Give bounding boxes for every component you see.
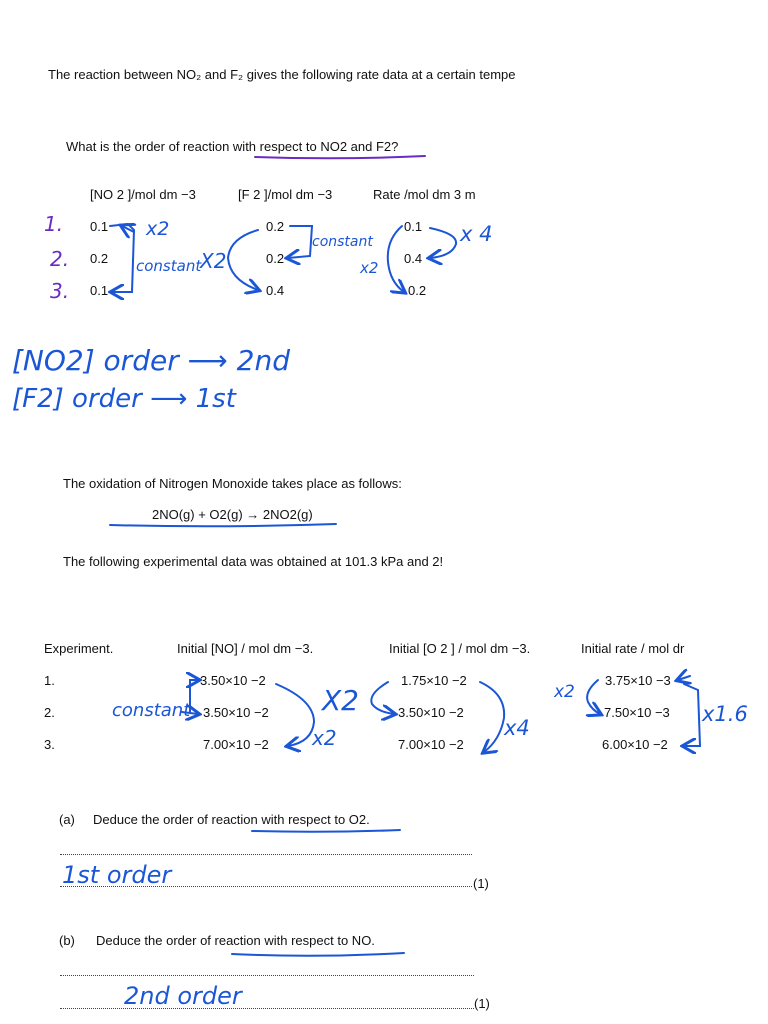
q2-o2-2: 3.50×10 −2 <box>398 705 464 720</box>
q1-note-x2-f2: x2 <box>360 259 379 277</box>
q2-experiment-3: 3. <box>44 737 55 752</box>
q1-x2-curve <box>228 230 258 290</box>
q1-note-x2-mid: X2 <box>200 249 227 273</box>
q2-o2-left-curve <box>371 682 394 714</box>
part-b-label: (b) <box>59 933 75 948</box>
part-a-label: (a) <box>59 812 75 827</box>
q2-header-rate: Initial rate / mol dr <box>581 641 685 656</box>
q1-note-x2: x2 <box>146 218 170 240</box>
q1-rate-1: 0.1 <box>404 219 423 234</box>
q1-no2-3: 0.1 <box>90 283 109 298</box>
q2-o2-1: 1.75×10 −2 <box>401 673 467 688</box>
part-a-dotted-line-1 <box>60 854 472 855</box>
q1-row-number-1: 1. <box>44 212 64 236</box>
q2-rate-left-curve <box>587 680 600 714</box>
q1-no2-top-arrow <box>122 226 134 232</box>
q1-rate-3: 0.2 <box>408 283 427 298</box>
q2-rate-3: 6.00×10 −2 <box>602 737 668 752</box>
q2-equation: 2NO(g) + O2(g) → 2NO2(g) <box>152 507 313 522</box>
q2-rate-top-arrow <box>678 676 690 680</box>
q1-f2-3: 0.4 <box>266 283 285 298</box>
q2-equation-underline <box>110 524 336 526</box>
q2-no-2: 3.50×10 −2 <box>203 705 269 720</box>
part-a-marks: (1) <box>473 876 489 891</box>
q2-rate-right-bracket <box>684 684 700 746</box>
q1-question: What is the order of reaction with respect to NO2 and F2? <box>66 139 399 154</box>
q2-note-x2-big: X2 <box>322 684 359 717</box>
q2-experiment-1: 1. <box>44 673 55 688</box>
q2-intro: The oxidation of Nitrogen Monoxide takes place as follows: <box>63 476 402 491</box>
q2-note-x2-rate: x2 <box>554 682 575 702</box>
q2-header-o2: Initial [O 2 ] / mol dm −3. <box>389 641 531 656</box>
q1-header-f2: [F 2 ]/mol dm −3 <box>238 187 333 202</box>
part-a-underline <box>252 830 400 832</box>
q2-experiment-2: 2. <box>44 705 55 720</box>
q2-header-no: Initial [NO] / mol dm −3. <box>177 641 314 656</box>
q1-question-underline <box>255 156 425 158</box>
q2-o2-right-curve <box>480 682 504 752</box>
q1-answer-f2: [F2] order ⟶ 1st <box>12 384 236 414</box>
q1-no2-bracket <box>110 224 134 292</box>
q1-note-x4: x 4 <box>460 222 493 246</box>
q1-note-constant-mid: constant <box>312 234 373 250</box>
q1-rate-right-curve <box>430 228 456 258</box>
part-b-question: Deduce the order of reaction with respect to NO. <box>96 933 375 948</box>
q1-row-number-3: 3. <box>50 279 70 303</box>
q2-conditions: The following experimental data was obtained at 101.3 kPa and 2! <box>63 554 444 569</box>
q2-header-experiment: Experiment. <box>44 641 114 656</box>
q1-no2-2: 0.2 <box>90 251 109 266</box>
q1-no2-1: 0.1 <box>90 219 109 234</box>
part-b-dotted-line-1 <box>60 975 474 976</box>
q2-rate-2: 7.50×10 −3 <box>604 705 670 720</box>
q1-row-number-2: 2. <box>50 247 70 271</box>
q2-note-x16: x1.6 <box>702 702 748 726</box>
q1-f2-bracket <box>288 226 312 258</box>
q1-header-no2: [NO 2 ]/mol dm −3 <box>90 187 196 202</box>
q1-intro: The reaction between NO₂ and F₂ gives the following rate data at a certain tempe <box>48 67 516 82</box>
q1-rate-left-curve <box>388 226 404 292</box>
q2-no-top-arrow <box>190 680 198 712</box>
part-b-underline <box>232 953 404 956</box>
q2-no-right-curve <box>276 684 314 746</box>
q1-answer-no2: [NO2] order ⟶ 2nd <box>12 344 290 377</box>
q2-no-1: 3.50×10 −2 <box>200 673 266 688</box>
q2-o2-3: 7.00×10 −2 <box>398 737 464 752</box>
q2-rate-1: 3.75×10 −3 <box>605 673 671 688</box>
q2-note-x2-no: x2 <box>312 726 337 750</box>
q1-header-rate: Rate /mol dm 3 m <box>373 187 476 202</box>
q1-f2-2: 0.2 <box>266 251 285 266</box>
q2-no-3: 7.00×10 −2 <box>203 737 269 752</box>
q1-note-constant-left: constant <box>136 257 202 275</box>
part-b-dotted-line-2 <box>60 1008 474 1009</box>
part-a-question: Deduce the order of reaction with respect to O2. <box>93 812 370 827</box>
q1-rate-2: 0.4 <box>404 251 423 266</box>
part-b-answer: 2nd order <box>124 982 242 1010</box>
part-b-marks: (1) <box>474 996 490 1011</box>
q2-note-constant: constant <box>112 700 191 721</box>
q2-note-x4: x4 <box>504 716 530 740</box>
part-a-answer: 1st order <box>62 861 172 889</box>
q1-f2-1: 0.2 <box>266 219 285 234</box>
